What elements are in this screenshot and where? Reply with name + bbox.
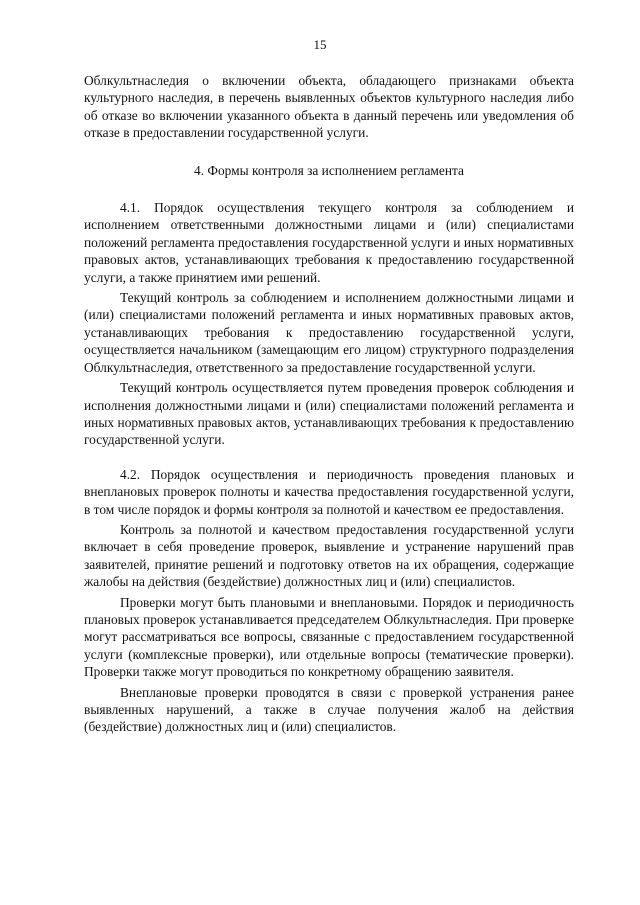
section-4-2-paragraph-3: Проверки могут быть плановыми и внеплановыми. Порядок и периодичность плановых проверок устанавливается председателем Облкультнаследия. При проверке могут рассматриваться все вопросы, связанные с предоставлением государственной услуги (комплексные проверки), или отдельные вопросы (тематические проверки). Проверки также могут проводиться по конкретному обращению заявителя.	[84, 594, 574, 680]
section-4-2-paragraph-1: 4.2. Порядок осуществления и периодичность проведения плановых и внеплановых проверок полноты и качества предоставления государственной услуги, в том числе порядок и формы контроля за полнотой и качеством ее предоставления.	[84, 466, 574, 517]
page-number: 15	[313, 37, 327, 52]
section-4-2-paragraph-2: Контроль за полнотой и качеством предоставления государственной услуги включает в себя проведение проверок, выявление и устранение нарушений прав заявителей, принятие решений и подготовку ответов на их обращения, содержащие жалобы на действия (бездействие) должностных лиц и (или) специалистов.	[84, 521, 574, 590]
section-4-2-paragraph-4: Внеплановые проверки проводятся в связи с проверкой устранения ранее выявленных нарушений, а также в случае получения жалоб на действия (бездействие) должностных лиц и (или) специалистов.	[84, 684, 574, 735]
section-4-1-paragraph-2: Текущий контроль за соблюдением и исполнением должностными лицами и (или) специалистами положений регламента и иных нормативных правовых актов, устанавливающих требования к предоставлению государственной услуги, осуществляется начальником (замещающим его лицом) структурного подразделения Облкультнаследия, ответственного за предоставление государственной услуги.	[84, 290, 574, 375]
document-body	[84, 72, 574, 736]
intro-paragraph: Облкультнаследия о включении объекта, обладающего признаками объекта культурного наследия, в перечень выявленных объектов культурного наследия либо об отказе во включении указанного объекта в данный перечень или уведомления об отказе в предоставлении государственной услуги.	[84, 73, 574, 141]
section-4-1-paragraph-3: Текущий контроль осуществляется путем проведения проверок соблюдения и исполнения должностными лицами и (или) специалистами положений регламента и иных нормативных правовых актов, устанавливающих требования к предоставлению государственной услуги.	[84, 380, 574, 448]
section-4-1-paragraph-1: 4.1. Порядок осуществления текущего контроля за соблюдением и исполнением ответственными должностными лицами и (или) специалистами положений регламента предоставления государственной услуги и иных нормативных правовых актов, устанавливающих требования к предоставлению государственной услуги, а также принятием ими решений.	[84, 200, 574, 285]
section-heading: 4. Формы контроля за исполнением регламента	[194, 162, 464, 178]
